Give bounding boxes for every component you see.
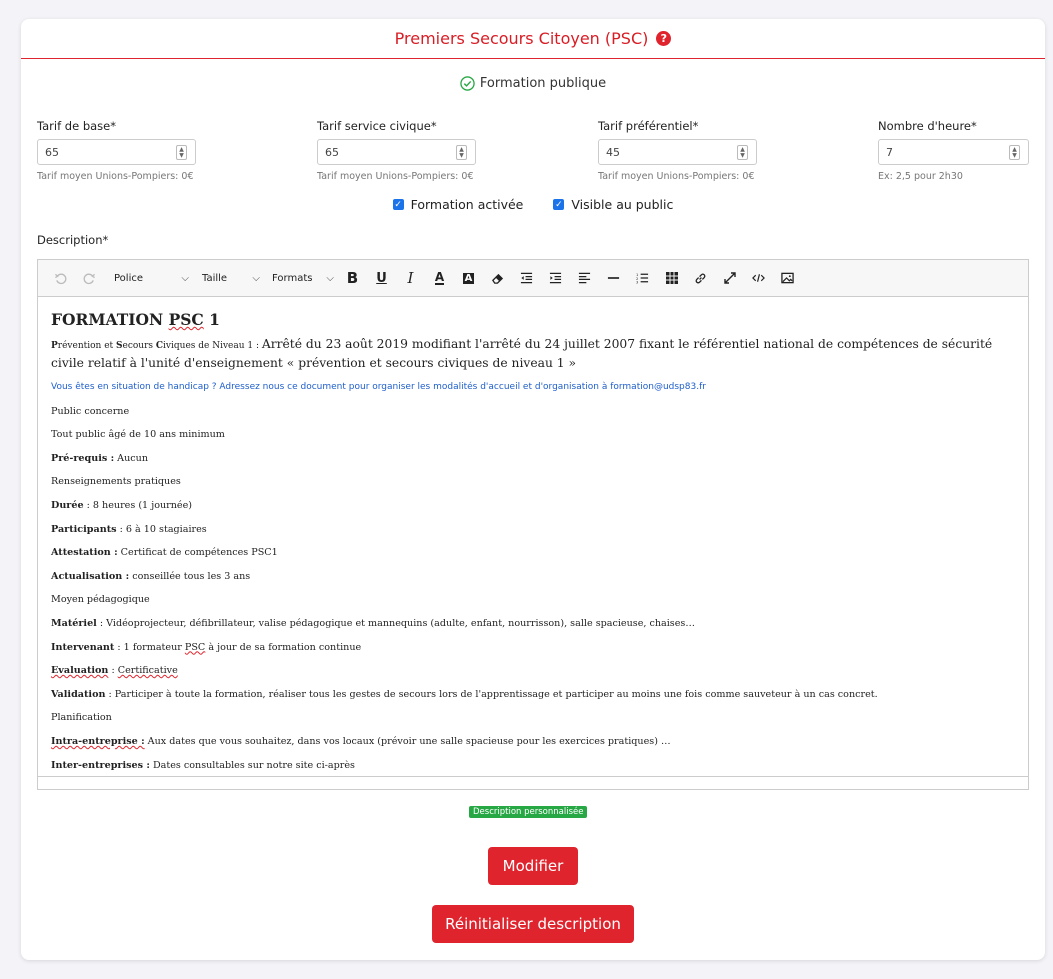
public-status-text: Formation publique: [479, 76, 607, 91]
input-value: 45: [606, 145, 620, 159]
spinner-icon[interactable]: ▲ ▼: [176, 145, 187, 160]
reset-description-button[interactable]: Réinitialiser description: [432, 905, 634, 943]
formats-dropdown[interactable]: [268, 265, 338, 292]
status-checkboxes: [21, 197, 1045, 212]
text-color-icon[interactable]: A: [434, 270, 445, 284]
field-preferential-price: [598, 119, 757, 182]
civic-price-input[interactable]: [317, 139, 476, 165]
custom-description-badge: Description personnalisée: [469, 806, 587, 818]
horizontal-rule-icon[interactable]: [599, 265, 628, 292]
content-line: Moyen pédagogique: [51, 594, 150, 606]
content-line: Evaluation : Certificative: [51, 665, 178, 677]
help-icon[interactable]: ?: [656, 31, 671, 46]
redo-icon[interactable]: [75, 265, 104, 292]
input-value: 65: [45, 145, 59, 159]
field-hint: Ex: 2,5 pour 2h30: [878, 171, 963, 182]
content-heading: FORMATION PSC 1: [51, 310, 220, 329]
card-title: Premiers Secours Citoyen (PSC): [394, 29, 649, 48]
field-label: Tarif de base*: [37, 119, 116, 133]
image-icon[interactable]: [773, 265, 802, 292]
input-value: 65: [325, 145, 339, 159]
field-label: Tarif service civique*: [317, 119, 437, 133]
background-color-icon[interactable]: A: [464, 272, 473, 284]
checkbox-checked-icon[interactable]: ✓: [555, 199, 563, 210]
content-line: Pré-requis : Aucun: [51, 452, 149, 464]
svg-text:1: 1: [636, 273, 639, 278]
card-header: [21, 19, 1045, 59]
description-label: Description*: [37, 233, 109, 247]
editor-content[interactable]: [38, 297, 1028, 777]
content-line: Inter-entreprises : Dates consultables sur notre site ci-après: [51, 759, 355, 771]
preferential-price-input[interactable]: [598, 139, 757, 165]
check-circle-icon: [460, 76, 475, 91]
field-hint: Tarif moyen Unions-Pompiers: 0€: [37, 171, 194, 182]
dropdown-label: Formats: [272, 272, 313, 284]
content-line: Validation : Participer à toute la formation, réaliser tous les gestes de secours lors de l'apprentissage et participer au moins une fois comme sauveteur à un cas concret.: [51, 688, 878, 700]
undo-icon[interactable]: [46, 265, 75, 292]
field-hint: Tarif moyen Unions-Pompiers: 0€: [317, 171, 474, 182]
field-hint: Tarif moyen Unions-Pompiers: 0€: [598, 171, 755, 182]
input-value: 7: [886, 145, 893, 159]
content-line: Matériel : Vidéoprojecteur, défibrillateur, valise pédagogique et mannequins (adulte, enfant, nourrisson), salle spacieuse, chaises…: [51, 617, 695, 629]
content-line: Public concerne: [51, 405, 130, 417]
content-line: Actualisation : conseillée tous les 3 ans: [51, 570, 251, 582]
chevron-down-icon: ⌵: [181, 272, 189, 284]
font-size-dropdown[interactable]: [198, 265, 264, 292]
chevron-down-icon: ⌵: [252, 272, 260, 284]
content-line: Intra-entreprise : Aux dates que vous souhaitez, dans vos locaux (prévoir une salle spacieuse pour les exercices pratiques) …: [51, 735, 671, 747]
dropdown-label: Taille: [202, 272, 228, 284]
editor-statusbar: [38, 776, 1028, 789]
bold-icon[interactable]: B: [346, 269, 359, 287]
underline-icon[interactable]: U: [376, 270, 387, 286]
rich-text-editor: [37, 259, 1029, 790]
hours-input[interactable]: [878, 139, 1029, 165]
fullscreen-icon[interactable]: [715, 265, 744, 292]
outdent-icon[interactable]: [512, 265, 541, 292]
link-icon[interactable]: [686, 265, 715, 292]
table-icon[interactable]: [657, 265, 686, 292]
indent-icon[interactable]: [541, 265, 570, 292]
field-label: Tarif préférentiel*: [598, 119, 699, 133]
activated-checkbox[interactable]: [393, 197, 524, 212]
public-status: [21, 76, 1045, 91]
italic-icon[interactable]: I: [407, 269, 414, 287]
font-family-dropdown[interactable]: [110, 265, 193, 292]
dropdown-label: Police: [114, 272, 143, 284]
chevron-down-icon: ⌵: [326, 272, 334, 284]
visible-checkbox[interactable]: [553, 197, 673, 212]
align-left-icon[interactable]: [570, 265, 599, 292]
training-card: [21, 19, 1045, 960]
content-line: Intervenant : 1 formateur PSC à jour de sa formation continue: [51, 641, 362, 653]
content-line: Participants : 6 à 10 stagiaires: [51, 523, 207, 535]
spinner-icon[interactable]: ▲ ▼: [1009, 145, 1020, 160]
field-base-price: [37, 119, 196, 182]
checkbox-checked-icon[interactable]: ✓: [394, 199, 402, 210]
source-code-icon[interactable]: [744, 265, 773, 292]
field-hours: [878, 119, 1029, 182]
editor-toolbar: [38, 260, 1028, 297]
content-line: Attestation : Certificat de compétences PSC1: [51, 547, 278, 559]
handicap-notice: Vous êtes en situation de handicap ? Adressez nous ce document pour organiser les modalités d'accueil et d'organisation à formation@udsp83.fr: [51, 382, 706, 392]
content-line: Renseignements pratiques: [51, 476, 181, 488]
svg-text:2: 2: [636, 276, 639, 281]
field-civic-price: [317, 119, 476, 182]
field-label: Nombre d'heure*: [878, 119, 977, 133]
svg-text:3: 3: [636, 280, 639, 284]
numbered-list-icon[interactable]: [628, 265, 657, 292]
content-line: Durée : 8 heures (1 journée): [51, 499, 193, 511]
eraser-icon[interactable]: [483, 265, 512, 292]
checkbox-label: Formation activée: [410, 197, 524, 212]
content-intro: Prévention et Secours Civiques de Niveau 1 : Arrêté du 23 août 2019 modifiant l'arrêté du 24 juillet 2007 fixant le référentiel national de compétences de sécurité civile relatif à l'unité d'enseignement « prévention et secours civiques de niveau 1 »: [51, 337, 993, 370]
content-line: Tout public âgé de 10 ans minimum: [51, 429, 225, 441]
base-price-input[interactable]: [37, 139, 196, 165]
modify-button[interactable]: Modifier: [488, 847, 578, 885]
checkbox-label: Visible au public: [571, 197, 674, 212]
spinner-icon[interactable]: ▲ ▼: [737, 145, 748, 160]
spinner-icon[interactable]: ▲ ▼: [456, 145, 467, 160]
content-line: Planification: [51, 712, 112, 724]
